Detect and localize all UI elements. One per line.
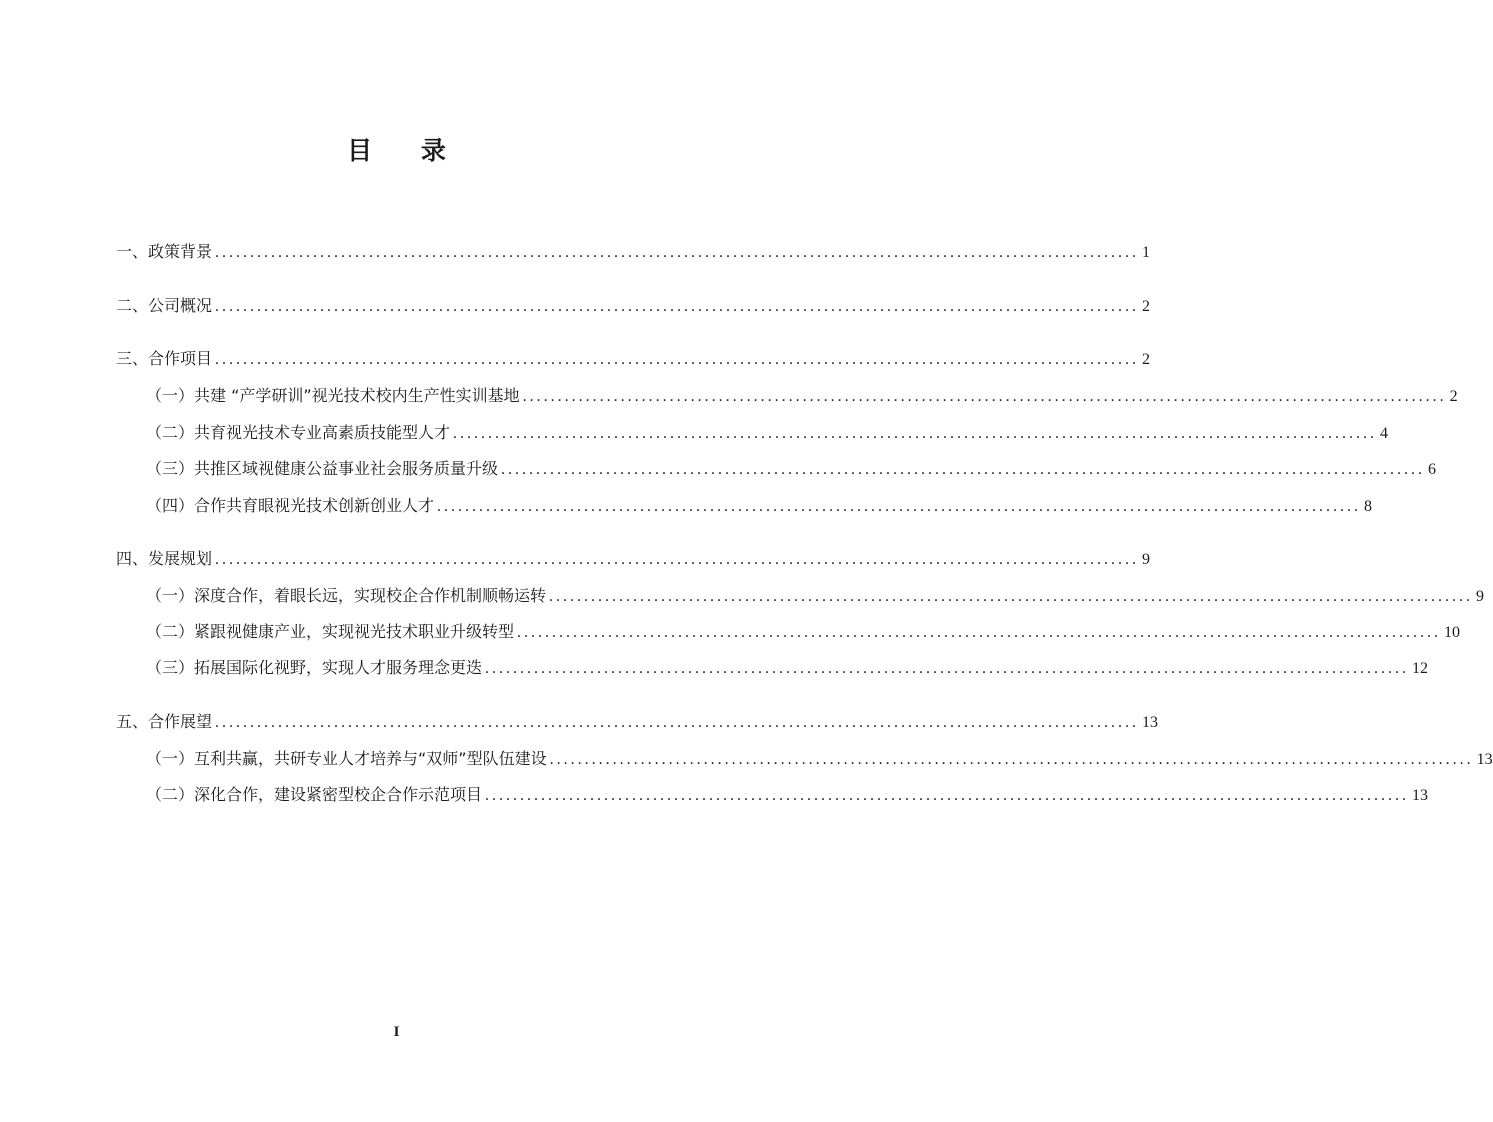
toc-entry-text: （二）紧跟视健康产业，实现视光技术职业升级转型 <box>146 622 515 641</box>
toc-entry-4-3[interactable] <box>146 656 1429 680</box>
toc-entry-text: 五、合作展望 <box>116 712 213 731</box>
toc-entry-page: 2 <box>1449 388 1458 405</box>
toc-entry-text: （三）拓展国际化视野，实现人才服务理念更迭 <box>146 658 483 677</box>
toc-leader-dots: .................................................................................................................................... <box>453 425 1378 442</box>
toc-entry-3-3[interactable] <box>146 457 1437 481</box>
toc-entry-4-2[interactable] <box>146 620 1461 644</box>
toc-leader-dots: .................................................................................................................................... <box>485 787 1410 804</box>
toc-entry-text: （二）共育视光技术专业高素质技能型人才 <box>146 423 451 442</box>
toc-leader-dots: .................................................................................................................................... <box>522 388 1447 405</box>
toc-entry-3-4[interactable] <box>146 494 1373 518</box>
toc-entry-4[interactable] <box>116 547 1151 571</box>
toc-entry-5[interactable] <box>116 710 1159 734</box>
toc-leader-dots: .................................................................................................................................... <box>549 588 1474 605</box>
toc-entry-page: 10 <box>1444 624 1461 641</box>
toc-entry-page: 13 <box>1412 787 1429 804</box>
toc-leader-dots: .................................................................................................................................... <box>501 461 1426 478</box>
toc-entry-page: 13 <box>1142 714 1159 731</box>
toc-leader-dots: .................................................................................................................................... <box>437 498 1362 515</box>
toc-leader-dots: .................................................................................................................................... <box>549 751 1474 768</box>
toc-entry-page: 9 <box>1142 551 1151 568</box>
toc-leader-dots: .................................................................................................................................... <box>517 624 1442 641</box>
toc-entry-text: （二）深化合作，建设紧密型校企合作示范项目 <box>146 785 483 804</box>
toc-entry-page: 13 <box>1476 751 1493 768</box>
toc-entry-text: 二、公司概况 <box>116 296 213 315</box>
toc-entry-1[interactable] <box>116 240 1151 264</box>
toc-entry-3-2[interactable] <box>146 421 1389 445</box>
toc-entry-page: 6 <box>1428 461 1437 478</box>
toc-entry-5-1[interactable] <box>146 747 1493 771</box>
toc-leader-dots: .................................................................................................................................... <box>215 351 1140 368</box>
toc-leader-dots: .................................................................................................................................... <box>215 551 1140 568</box>
toc-entry-page: 8 <box>1364 498 1373 515</box>
toc-leader-dots: .................................................................................................................................... <box>215 714 1140 731</box>
toc-leader-dots: .................................................................................................................................... <box>215 244 1140 261</box>
toc-entry-text: （一）共建 “产学研训”视光技术校内生产性实训基地 <box>146 386 520 405</box>
toc-entry-text: （三）共推区域视健康公益事业社会服务质量升级 <box>146 459 499 478</box>
toc-entry-text: 四、发展规划 <box>116 549 213 568</box>
toc-entry-3-1[interactable] <box>146 384 1458 408</box>
toc-leader-dots: .................................................................................................................................... <box>485 660 1410 677</box>
toc-entry-text: （一）互利共赢，共研专业人才培养与“双师”型队伍建设 <box>146 749 547 768</box>
toc-entry-page: 2 <box>1142 298 1151 315</box>
toc-entry-text: 一、政策背景 <box>116 242 213 261</box>
toc-entry-page: 9 <box>1476 588 1485 605</box>
toc-entry-text: （一）深度合作，着眼长远，实现校企合作机制顺畅运转 <box>146 586 547 605</box>
toc-entry-page: 1 <box>1142 244 1151 261</box>
toc-entry-3[interactable] <box>116 347 1151 371</box>
toc-entry-5-2[interactable] <box>146 783 1429 807</box>
toc-leader-dots: .................................................................................................................................... <box>215 298 1140 315</box>
toc-title: 目 录 <box>347 136 466 165</box>
toc-entry-page: 12 <box>1412 660 1429 677</box>
toc-entry-4-1[interactable] <box>146 584 1485 608</box>
toc-entry-page: 4 <box>1380 425 1389 442</box>
toc-entry-text: 三、合作项目 <box>116 349 213 368</box>
toc-entry-2[interactable] <box>116 294 1151 318</box>
page-number: I <box>393 1024 400 1040</box>
toc-entry-page: 2 <box>1142 351 1151 368</box>
toc-entry-text: （四）合作共育眼视光技术创新创业人才 <box>146 496 435 515</box>
